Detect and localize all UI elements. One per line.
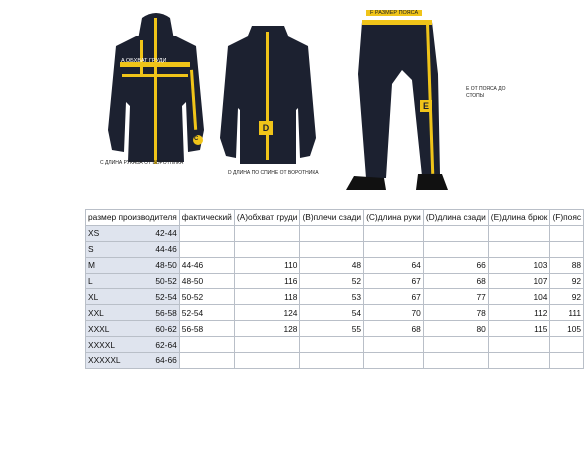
value-cell-f [550,225,584,241]
value-cell-f [550,337,584,353]
value-cell-a [234,241,300,257]
value-cell-c [364,225,424,241]
size-label: XXXXL [88,339,116,350]
header-cell: (A)обхват груди [234,210,300,226]
value-cell-a [234,337,300,353]
value-cell-b [300,337,364,353]
value-cell-d [423,225,488,241]
value-cell-e: 103 [488,257,550,273]
value-cell-c [364,241,424,257]
value-cell-a: 116 [234,273,300,289]
value-cell-c: 67 [364,273,424,289]
value-cell-b: 52 [300,273,364,289]
header-cell: (B)плечи сзади [300,210,364,226]
value-cell-e: 115 [488,321,550,337]
value-cell-d [423,241,488,257]
value-cell-c [364,337,424,353]
table-row [86,353,584,369]
header-cell: (C)длина руки [364,210,424,226]
value-cell-d [423,337,488,353]
value-cell-d [423,353,488,369]
size-range: 44-46 [155,244,177,255]
size-label: L [88,276,93,286]
size-range: 52-54 [155,291,177,302]
value-cell-b [300,353,364,369]
value-cell-f: 92 [550,289,584,305]
size-range: 62-64 [155,339,177,350]
value-cell-e [488,225,550,241]
size-cell [86,353,180,369]
value-cell-f: 105 [550,321,584,337]
value-cell-e [488,337,550,353]
size-range: 50-52 [155,276,177,286]
value-cell-d: 77 [423,289,488,305]
letter-e: E [420,100,432,112]
size-table [85,209,584,369]
value-cell-actual: 48-50 [179,273,234,289]
value-cell-a: 118 [234,289,300,305]
value-cell-f: 88 [550,257,584,273]
table-row [86,321,584,337]
back-length-caption: D ДЛИНА ПО СПИНЕ ОТ ВОРОТНИКА [228,170,319,176]
value-cell-e [488,353,550,369]
table-row [86,225,584,241]
value-cell-b: 48 [300,257,364,273]
jacket-back-image [218,18,318,168]
size-cell [86,289,180,305]
size-range: 56-58 [155,307,177,318]
size-label: XXL [88,307,104,318]
value-cell-d: 68 [423,273,488,289]
size-cell [86,305,180,321]
jacket-front-image [104,10,208,168]
table-row [86,257,584,273]
value-cell-actual [179,241,234,257]
header-cell: (E)длина брюк [488,210,550,226]
value-cell-a: 110 [234,257,300,273]
header-cell: размер производителя [86,210,180,226]
value-cell-a: 124 [234,305,300,321]
value-cell-actual [179,337,234,353]
value-cell-b [300,241,364,257]
size-label: XL [88,291,99,302]
value-cell-a [234,225,300,241]
value-cell-actual: 52-54 [179,305,234,321]
waist-label: F РАЗМЕР ПОЯСА [366,10,422,16]
size-cell [86,337,180,353]
pant-length-label: E ОТ ПОЯСА ДО СТОПЫ [466,86,506,99]
size-label: XXXXXL [88,355,121,366]
value-cell-f [550,353,584,369]
size-label: XS [88,228,100,239]
table-row [86,273,584,289]
header-cell: (D)длина сзади [423,210,488,226]
size-cell [86,241,180,257]
table-row [86,241,584,257]
value-cell-e: 112 [488,305,550,321]
size-range: 48-50 [155,260,177,271]
value-cell-b: 55 [300,321,364,337]
value-cell-d: 80 [423,321,488,337]
size-cell [86,225,180,241]
pants-image [340,14,460,198]
table-row [86,337,584,353]
value-cell-e: 107 [488,273,550,289]
value-cell-actual: 50-52 [179,289,234,305]
size-range: 42-44 [155,228,177,239]
table-row [86,289,584,305]
size-label: XXXL [88,323,110,334]
size-cell [86,257,180,273]
header-cell: фактический [179,210,234,226]
value-cell-b: 54 [300,305,364,321]
value-cell-c: 68 [364,321,424,337]
value-cell-d: 78 [423,305,488,321]
value-cell-d: 66 [423,257,488,273]
table-header-row [86,210,584,226]
value-cell-actual: 44-46 [179,257,234,273]
value-cell-a: 128 [234,321,300,337]
value-cell-c [364,353,424,369]
value-cell-actual [179,225,234,241]
letter-d: D [259,121,273,135]
value-cell-a [234,353,300,369]
value-cell-e: 104 [488,289,550,305]
size-label: M [88,260,95,271]
value-cell-b: 53 [300,289,364,305]
value-cell-c: 67 [364,289,424,305]
size-label: S [88,244,94,255]
table-row [86,305,584,321]
sleeve-length-caption: C ДЛИНА РУКАВА ОТ ВОРОТНИКА [100,160,184,166]
value-cell-b [300,225,364,241]
size-cell [86,321,180,337]
letter-a: A [143,66,150,76]
size-range: 64-66 [155,355,177,366]
size-range: 60-62 [155,323,177,334]
value-cell-e [488,241,550,257]
letter-c: C [194,136,199,142]
value-cell-f [550,241,584,257]
value-cell-c: 64 [364,257,424,273]
header-cell: (F)пояс [550,210,584,226]
chest-label: A ОБХВАТ ГРУДИ [121,58,167,64]
value-cell-f: 111 [550,305,584,321]
value-cell-actual [179,353,234,369]
value-cell-c: 70 [364,305,424,321]
size-cell [86,273,180,289]
value-cell-actual: 56-58 [179,321,234,337]
value-cell-f: 92 [550,273,584,289]
